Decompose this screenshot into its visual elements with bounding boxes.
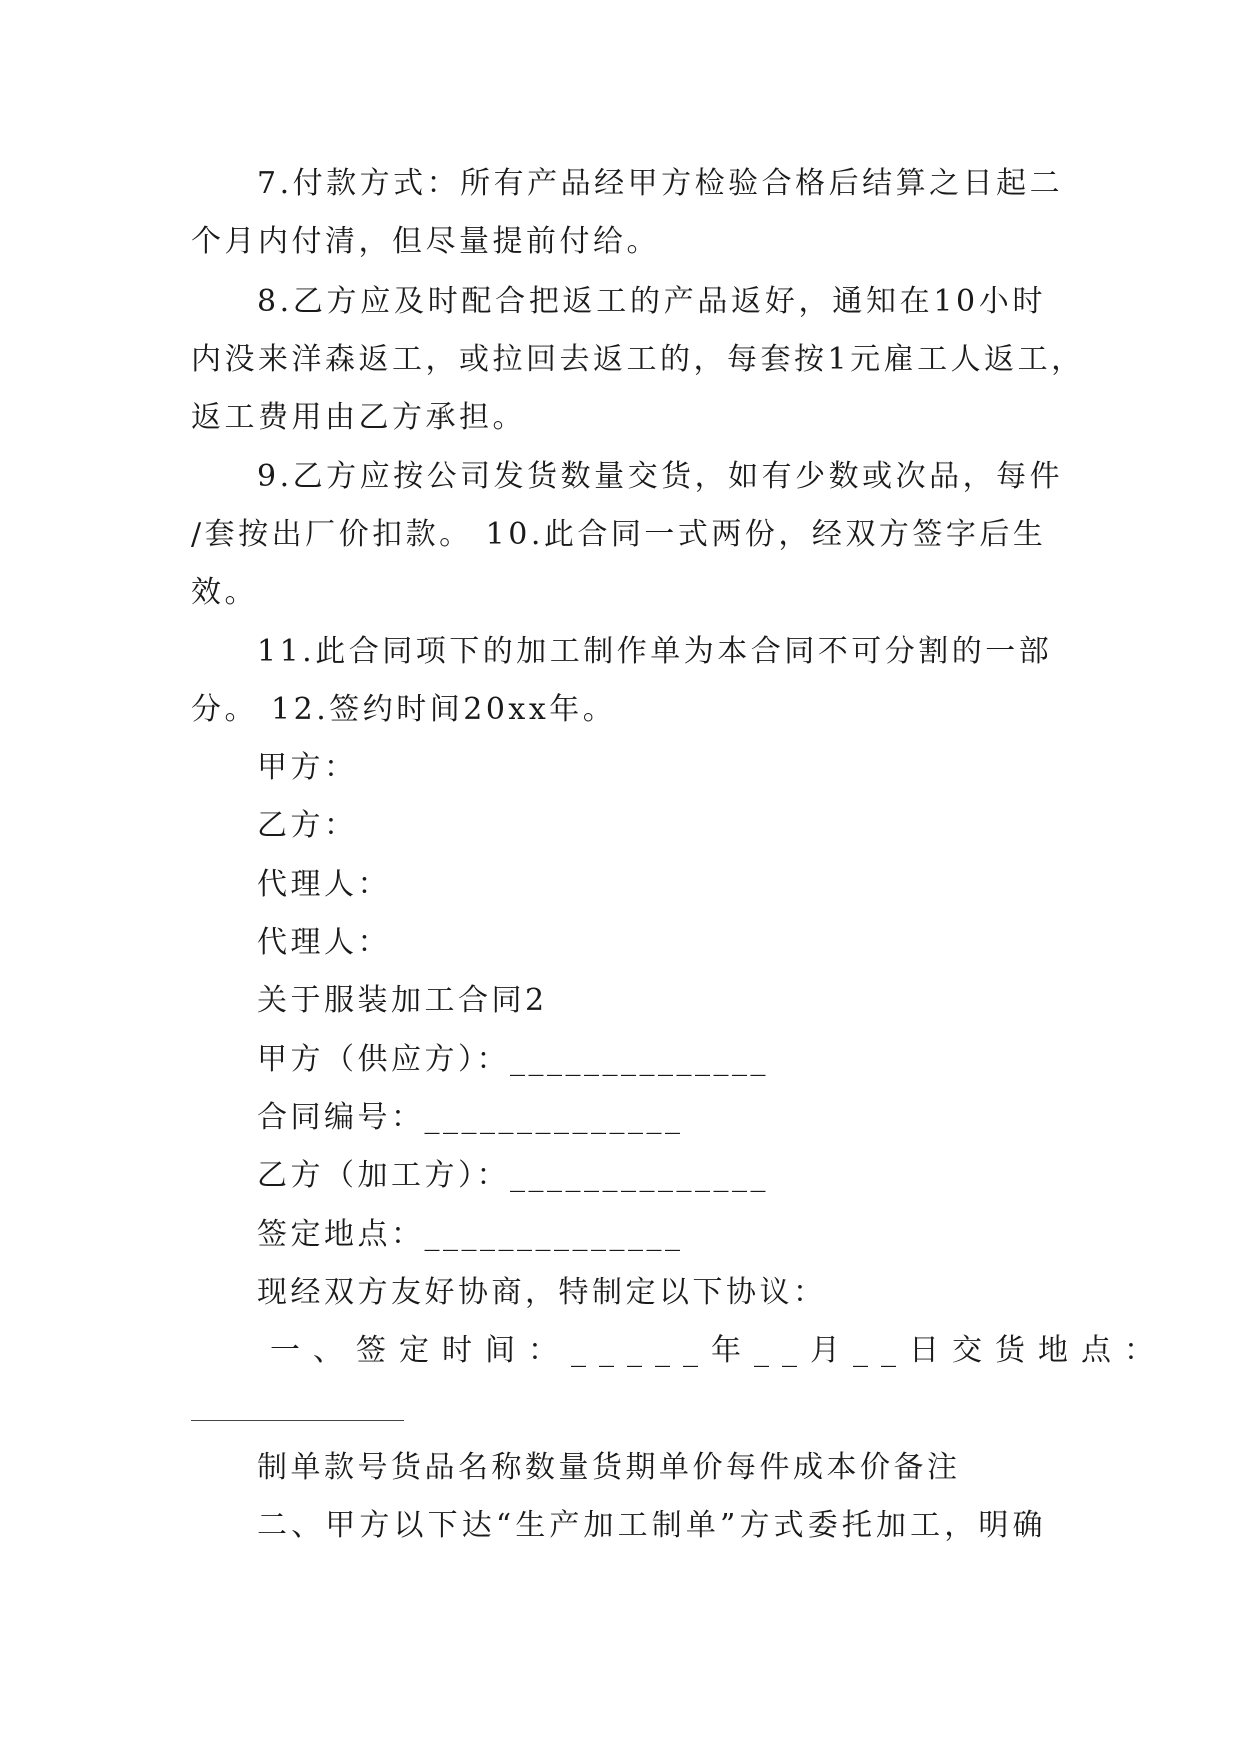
text-line: 二、甲方以下达“生产加工制单”方式委托加工，明确 bbox=[257, 1508, 1046, 1543]
text-line: 个月内付清，但尽量提前付给。 bbox=[191, 224, 660, 259]
text-line: 7.付款方式：所有产品经甲方检验合格后结算之日起二 bbox=[257, 166, 1064, 201]
text-line: 甲方： bbox=[257, 750, 358, 785]
text-line: 甲方（供应方）：______________ bbox=[257, 1042, 769, 1077]
text-line: 制单款号货品名称数量货期单价每件成本价备注 bbox=[257, 1450, 961, 1485]
text-line: 代理人： bbox=[257, 867, 391, 902]
text-line: 代理人： bbox=[257, 925, 391, 960]
text-line: 签定地点：______________ bbox=[257, 1217, 684, 1252]
text-line: 9.乙方应按公司发货数量交货，如有少数或次品，每件 bbox=[257, 459, 1064, 494]
text-line: 分。 12.签约时间20xx年。 bbox=[191, 692, 617, 727]
blank-underline bbox=[191, 1420, 404, 1421]
text-line: 合同编号：______________ bbox=[257, 1100, 684, 1135]
text-line: 返工费用由乙方承担。 bbox=[191, 400, 526, 435]
text-line: 效。 bbox=[191, 575, 258, 610]
text-line: 8.乙方应及时配合把返工的产品返好，通知在10小时 bbox=[257, 284, 1046, 319]
text-line: 关于服装加工合同2 bbox=[257, 983, 548, 1018]
text-line: 乙方： bbox=[257, 808, 358, 843]
text-line: 11.此合同项下的加工制作单为本合同不可分割的一部 bbox=[257, 634, 1053, 669]
text-line: 乙方（加工方）：______________ bbox=[257, 1158, 769, 1193]
text-line: 现经双方友好协商，特制定以下协议： bbox=[257, 1275, 827, 1310]
text-line: 一、签定时间：_____年__月__日交货地点： bbox=[270, 1333, 1167, 1368]
text-line: 内没来洋森返工，或拉回去返工的，每套按1元雇工人返工， bbox=[191, 342, 1085, 377]
text-line: /套按出厂价扣款。 10.此合同一式两份，经双方签字后生 bbox=[191, 517, 1047, 552]
